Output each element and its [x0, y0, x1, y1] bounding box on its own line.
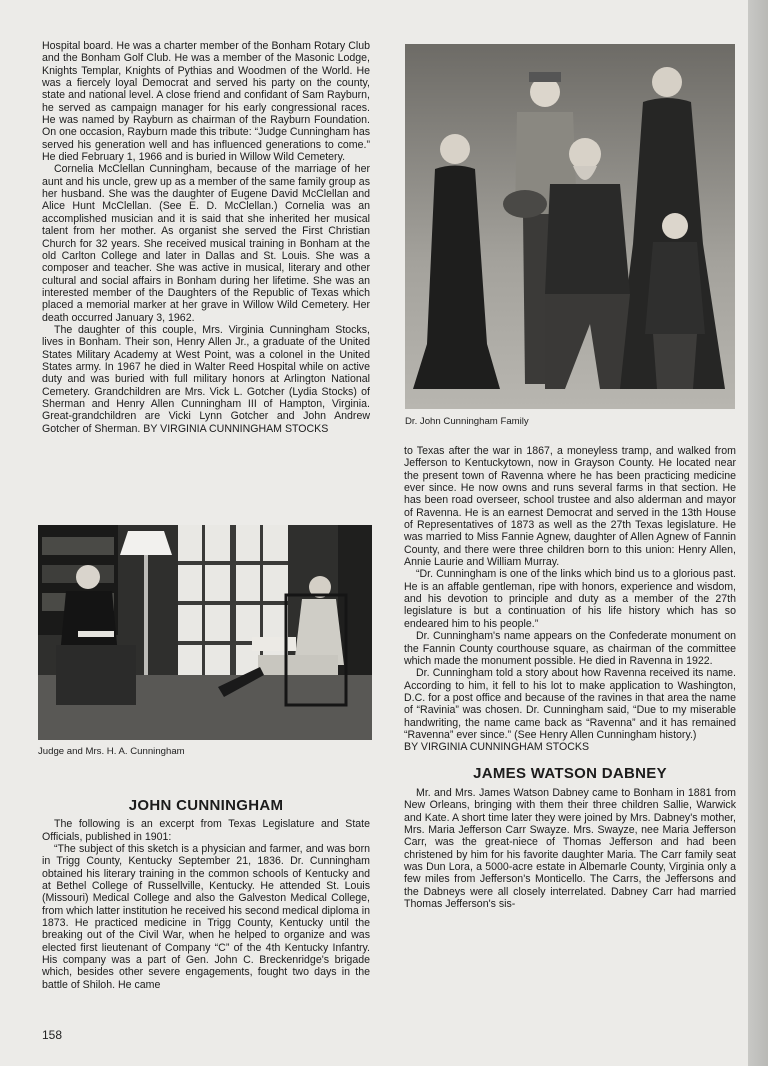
author-credit: BY VIRGINIA CUNNINGHAM STOCKS [404, 741, 590, 754]
section-heading-john-cunningham: JOHN CUNNINGHAM [128, 797, 284, 814]
paragraph: Dr. Cunningham's name appears on the Confederate monument on the Fannin County courthouse square, as chairman of the committee which made the monument possible. He died in Ravenna in 1922. [404, 630, 736, 667]
paragraph: The daughter of this couple, Mrs. Virginia Cunningham Stocks, lives in Bonham. Their son, Henry Allen Jr., a graduate of the United States Military Academy at West Point, was a colonel in the United States army. In 1967 he died in Walter Reed Hospital while on active duty and was buried with full military honors at Arlington National Cemetery. Grandchildren are Mrs. Vick L. Gotcher (Lydia Stocks) of Sherman and Henry Allen Cunningham III of Hampton, Virginia. Great-grandchildren are Vicki Lynn Gotcher and John Andrew Gotcher of Sherman. BY VIRGINIA CUNNINGHAM STOCKS [42, 323, 370, 435]
left-column-top [42, 40, 370, 435]
family-photo [405, 44, 735, 409]
page-edge [748, 0, 768, 1066]
page-number: 158 [42, 1028, 63, 1042]
paragraph: “The subject of this sketch is a physician and farmer, and was born in Trigg County, Kentucky September 21, 1836. Dr. Cunningham obtained his literary training in the common schools of Kentucky and at Bethel College of Russellville, Kentucky. He attended St. Louis (Missouri) Medical College and also the Galveston Medical College, from which latter institution he received his second medical diploma in 1873. He practiced medicine in Trigg County, Kentucky until the breaking out of the Civil War, when he helped to organize and was elected first lieutenant of Company “C” of the 4th Kentucky Infantry. His company was a part of Gen. John C. Breckenridge's brigade which, besides other severe engagements, fought two days in the battle of Shiloh. He came [42, 843, 370, 991]
family-photo-caption: Dr. John Cunningham Family [405, 416, 529, 427]
paragraph: Dr. Cunningham told a story about how Ravenna received its name. According to him, it fell to his lot to make application to Washington, D.C. for a post office and because of the ravines in that area the name of “Ravinia” was chosen. Dr. Cunningham said, “Due to my miserable handwriting, the name came back as “Ravenna” and it has remained “Ravenna” ever since.” (See Henry Allen Cunningham history.) [404, 667, 736, 741]
paragraph: “Dr. Cunningham is one of the links which bind us to a glorious past. He is an affable gentleman, ripe with honors, experience and wisdom, and his devotion to principle and duty as a member of the 27th legislature is but a continuation of his life history which has so endeared him to his people.” [404, 568, 736, 630]
right-column [404, 445, 736, 910]
paragraph: The following is an excerpt from Texas Legislature and State Officials, published in 1901: [42, 818, 370, 843]
section-heading-james-watson-dabney: JAMES WATSON DABNEY [473, 764, 667, 782]
judge-photo-caption: Judge and Mrs. H. A. Cunningham [38, 746, 185, 757]
paragraph: Mr. and Mrs. James Watson Dabney came to Bonham in 1881 from New Orleans, bringing with them their three children Sallie, Warwick and Kate. A short time later they were joined by Mrs. Dabney's mother, Mrs. Maria Jefferson Carr Swayze. Mrs. Swayze, nee Maria Jefferson Carr, was the great-niece of Thomas Jefferson and had been christened by him for his favorite daughter Maria. The Carr family seat was Dun Lora, a 5000-acre estate in Albemarle County, Virginia only a few miles from Jefferson's Monticello. The Carrs, the Jeffersons and the Dabneys were all closely interrelated. Dabney Carr had married Thomas Jefferson's sis- [404, 786, 736, 911]
judge-photo [38, 525, 372, 740]
left-column-bottom [42, 797, 370, 991]
paragraph: Cornelia McClellan Cunningham, because of the marriage of her aunt and his uncle, grew up as a member of the same family group as her husband. She was the daughter of Eugene David McClellan and Alice Hunt McClellan. (See E. D. McClellan.) Cornelia was an accomplished musician and it is said that she inherited her musical talent from her mother. As organist she served the First Christian Church for 32 years. She received musical training in Bonham at the old Carlton College and later in Dallas and St. Louis. She was a composer and teacher. She was active in musical, literary and other cultural and social affairs in Bonham during her lifetime. She was an interested member of the Daughters of the Republic of Texas which placed a memorial marker at her grave in Willow Wild Cemetery. Her death occurred January 3, 1962. [42, 163, 370, 324]
paragraph: to Texas after the war in 1867, a moneyless tramp, and walked from Jefferson to Kentuckytown, now in Grayson County. He located near the present town of Ravenna where he has been practicing medicine ever since. He now owns and runs several farms in that section. He has been road overseer, school trustee and also alderman and mayor of Ravenna. He is an earnest Democrat and served in the 13th House of Representatives of 1873 as well as the 27th Texas legislature. He was married to Miss Fannie Agnew, daughter of Allen Agnew of Fannin County, and there were three children born to this union: Henry Allen, Annie Laurie and William Murray. [404, 445, 736, 569]
paragraph: Hospital board. He was a charter member of the Bonham Rotary Club and the Bonham Golf Club. He was a member of the Masonic Lodge, Knights Templar, Knights of Pythias and Woodmen of the World. He was a fiercely loyal Democrat and served his party on the county, state and national level. A close friend and confidant of Sam Rayburn, he served as campaign manager for his early congressional races. He was named by Rayburn as chairman of the Rayburn Foundation. On one occasion, Rayburn made this tribute: “Judge Cunningham has served his generation well and has influenced generations to come.” He died February 1, 1966 and is buried in Willow Wild Cemetery. [42, 40, 371, 164]
